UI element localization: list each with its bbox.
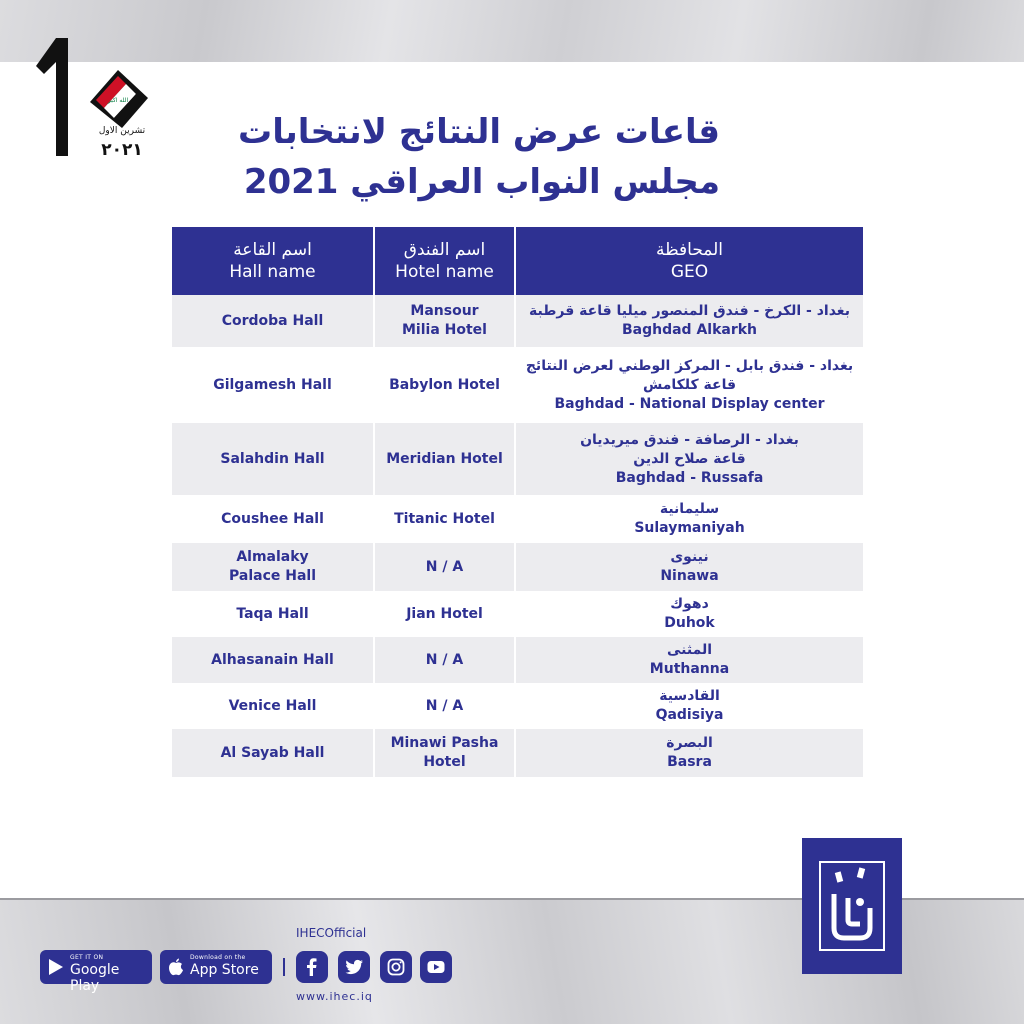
cell-hotel-name bbox=[374, 637, 515, 683]
geo-english-line: Ninawa bbox=[660, 568, 719, 584]
cell-geo bbox=[515, 637, 863, 683]
twitter-icon bbox=[344, 957, 364, 977]
header-hotel-name bbox=[374, 227, 515, 295]
table-row bbox=[172, 729, 863, 777]
app-store-button[interactable] bbox=[160, 950, 272, 984]
app-store-small-label: Download on the bbox=[190, 954, 246, 961]
hall-name-line: Palace Hall bbox=[228, 568, 316, 584]
svg-text:الله اكبر: الله اكبر bbox=[107, 97, 129, 104]
cell-hotel-name bbox=[374, 295, 515, 347]
cell-hall-name bbox=[172, 683, 374, 729]
youtube-icon bbox=[426, 957, 446, 977]
cell-hall-name bbox=[172, 729, 374, 777]
logo-month: تشرين الاول bbox=[98, 126, 146, 136]
cell-hall-name bbox=[172, 543, 374, 591]
social-handle: IHECOfficial bbox=[296, 926, 367, 940]
hall-name-line: Cordoba Hall bbox=[221, 312, 324, 329]
app-store-label: App Store bbox=[190, 962, 259, 978]
hall-name-line: Taqa Hall bbox=[236, 605, 309, 622]
hall-name-line: Almalaky bbox=[236, 549, 309, 565]
hotel-name-line: Minawi Pasha bbox=[390, 735, 499, 751]
cell-hotel-name bbox=[374, 729, 515, 777]
facebook-button[interactable] bbox=[296, 951, 328, 983]
hall-name-line: Al Sayab Hall bbox=[220, 744, 325, 761]
geo-arabic-line: قاعة كلكامش bbox=[642, 376, 737, 393]
cell-hotel-name bbox=[374, 543, 515, 591]
hall-name-line: Coushee Hall bbox=[221, 510, 324, 527]
geo-arabic-line: دهوك bbox=[670, 596, 709, 612]
hotel-name-line: Meridian Hotel bbox=[386, 450, 503, 467]
footer-separator bbox=[283, 958, 285, 976]
geo-arabic-line: القادسية bbox=[659, 688, 720, 704]
geo-arabic-line: بغداد - الكرخ - فندق المنصور ميليا قاعة قرطبة bbox=[529, 303, 850, 319]
geo-arabic-line: نينوى bbox=[670, 549, 709, 565]
cell-geo bbox=[515, 347, 863, 423]
youtube-button[interactable] bbox=[420, 951, 452, 983]
hall-name-line: Salahdin Hall bbox=[220, 450, 325, 467]
header-geo-en: GEO bbox=[670, 262, 709, 282]
geo-english-line: Baghdad - Russafa bbox=[615, 469, 764, 486]
table-row bbox=[172, 591, 863, 637]
geo-arabic-line: بغداد - الرصافة - فندق ميريديان bbox=[580, 431, 799, 448]
hotel-name-line: N / A bbox=[425, 651, 464, 668]
cell-geo bbox=[515, 543, 863, 591]
hotel-name-line: Jian Hotel bbox=[406, 605, 483, 622]
geo-english-line: Baghdad Alkarkh bbox=[621, 322, 758, 338]
header-geo bbox=[515, 227, 863, 295]
instagram-button[interactable] bbox=[380, 951, 412, 983]
table-row bbox=[172, 683, 863, 729]
table-row bbox=[172, 495, 863, 543]
twitter-button[interactable] bbox=[338, 951, 370, 983]
geo-arabic-line: المثنى bbox=[666, 642, 713, 658]
cell-hotel-name bbox=[374, 683, 515, 729]
table-row bbox=[172, 423, 863, 495]
google-play-icon bbox=[48, 958, 64, 976]
hotel-name-line: Hotel bbox=[423, 754, 466, 770]
cell-geo bbox=[515, 423, 863, 495]
table-row bbox=[172, 543, 863, 591]
apple-icon bbox=[168, 958, 184, 976]
website-url: www.ihec.iq bbox=[296, 990, 373, 1003]
halls-table bbox=[172, 227, 863, 777]
table-row bbox=[172, 347, 863, 423]
geo-english-line: Qadisiya bbox=[655, 707, 724, 723]
page-title-line2: مجلس النواب العراقي 2021 bbox=[243, 162, 720, 202]
hotel-name-line: Mansour bbox=[410, 303, 479, 319]
geo-english-line: Duhok bbox=[664, 615, 715, 631]
cell-geo bbox=[515, 591, 863, 637]
cell-hall-name bbox=[172, 423, 374, 495]
cell-hotel-name bbox=[374, 591, 515, 637]
google-play-button[interactable] bbox=[40, 950, 152, 994]
header-hall-name bbox=[172, 227, 374, 295]
geo-arabic-line: سليمانية bbox=[659, 501, 720, 517]
geo-english-line: Sulaymaniyah bbox=[634, 520, 745, 536]
hall-name-line: Venice Hall bbox=[228, 697, 317, 714]
cell-hall-name bbox=[172, 347, 374, 423]
header-geo-ar: المحافظة bbox=[655, 240, 724, 260]
instagram-icon bbox=[386, 957, 406, 977]
cell-hall-name bbox=[172, 637, 374, 683]
cell-hotel-name bbox=[374, 423, 515, 495]
header-hall-en: Hall name bbox=[229, 262, 316, 282]
page-title-line1: قاعات عرض النتائج لانتخابات bbox=[238, 112, 720, 152]
hotel-name-line: N / A bbox=[425, 697, 464, 714]
cell-geo bbox=[515, 495, 863, 543]
header-hall-ar: اسم القاعة bbox=[233, 240, 312, 260]
ihec-logo bbox=[802, 838, 902, 974]
geo-english-line: Basra bbox=[667, 754, 712, 770]
google-play-small-label: GET IT ON bbox=[70, 954, 104, 961]
cell-geo bbox=[515, 729, 863, 777]
cell-hotel-name bbox=[374, 495, 515, 543]
geo-arabic-line: البصرة bbox=[666, 735, 713, 751]
table-row bbox=[172, 295, 863, 347]
hotel-name-line: Titanic Hotel bbox=[394, 510, 495, 527]
hall-name-line: Gilgamesh Hall bbox=[213, 376, 332, 393]
cell-geo bbox=[515, 683, 863, 729]
ihec-emblem-icon bbox=[816, 858, 888, 954]
cell-geo bbox=[515, 295, 863, 347]
hotel-name-line: N / A bbox=[425, 558, 464, 575]
hotel-name-line: Babylon Hotel bbox=[389, 376, 500, 393]
geo-arabic-line: بغداد - فندق بابل - المركز الوطني لعرض النتائج bbox=[525, 357, 854, 374]
cell-hall-name bbox=[172, 591, 374, 637]
geo-arabic-line: قاعة صلاح الدين bbox=[633, 450, 746, 467]
facebook-icon bbox=[302, 957, 322, 977]
cell-hall-name bbox=[172, 495, 374, 543]
google-play-label: Google Play bbox=[70, 962, 120, 994]
header-hotel-ar: اسم الفندق bbox=[403, 240, 486, 260]
hotel-name-line: Milia Hotel bbox=[402, 322, 487, 338]
cell-hall-name bbox=[172, 295, 374, 347]
cell-hotel-name bbox=[374, 347, 515, 423]
geo-english-line: Baghdad - National Display center bbox=[554, 395, 825, 412]
logo-year: ٢٠٢١ bbox=[101, 140, 143, 160]
geo-english-line: Muthanna bbox=[649, 661, 730, 677]
table-row bbox=[172, 637, 863, 683]
hall-name-line: Alhasanain Hall bbox=[211, 651, 334, 668]
header-hotel-en: Hotel name bbox=[395, 262, 494, 282]
table-header-row bbox=[172, 227, 863, 295]
